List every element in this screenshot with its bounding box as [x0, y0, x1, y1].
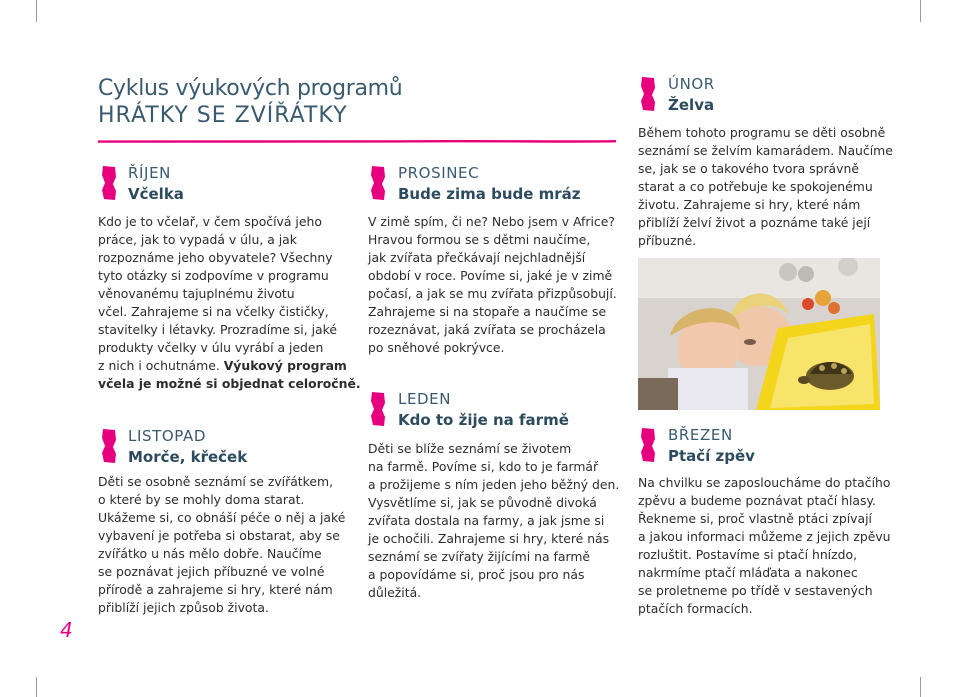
text-line: rozeznávat, jaká zvířata se procházela [368, 322, 606, 337]
text-line: Děti se blíže seznámí se životem [368, 441, 572, 456]
topic-heading: Želva [668, 96, 715, 114]
section-unor-header [668, 75, 715, 114]
text-line: ptačích formacích. [638, 601, 753, 616]
text-line: Během tohoto programu se děti osobně [638, 125, 886, 140]
text-line: stavitelky i létavky. Prozradíme si, jaké [98, 322, 337, 337]
text-line: Kdo je to včelař, v čem spočívá jeho [98, 214, 322, 229]
text-line: Hravou formou se s dětmi naučíme, [368, 232, 591, 247]
text-line: Děti se osobně seznámí se zvířátkem, [98, 474, 334, 489]
text-line: rozpoznáme jeho obyvatele? Všechny [98, 250, 333, 265]
text-line: přírodě a zahrajeme si hry, které nám [98, 582, 333, 597]
title-line-1: Cyklus výukových programů [98, 76, 403, 101]
text-line: nakrmíme ptačí mláďata a nakonec [638, 565, 858, 580]
text-line: příbuzné. [638, 233, 697, 248]
section-brezen-header [668, 426, 755, 465]
crop-mark-bottom-left [36, 677, 37, 697]
month-label: ŘÍJEN [128, 164, 171, 182]
text-line: Na chvilku se zaposloucháme do ptačího [638, 475, 891, 490]
month-label: LEDEN [398, 390, 452, 408]
text-line: období v roce. Povíme si, jaké je v zimě [368, 268, 613, 283]
topic-heading: Kdo to žije na farmě [398, 411, 569, 429]
section-prosinec-text [368, 213, 617, 357]
text-line: V zimě spím, či ne? Nebo jsem v Africe? [368, 214, 615, 229]
text-line: jak zvířata přečkávají nejchladnější [368, 250, 586, 265]
text-line: rozluštit. Postavíme si ptačí hnízdo, [638, 547, 858, 562]
accent-brush-mark [100, 428, 118, 464]
text-line: vybavení je potřeba si obstarat, aby se [98, 528, 340, 543]
text-line: je ochočili. Zahrajeme si hry, které nás [368, 531, 610, 546]
section-unor-text [638, 124, 893, 250]
text-line: zpěvu a budeme poznávat ptačí hlasy. [638, 493, 876, 508]
text-line: práce, jak to vypadá v úlu, a jak [98, 232, 297, 247]
section-rijen-header [128, 164, 184, 203]
accent-brush-mark [369, 165, 387, 201]
text-line: na farmě. Povíme si, kdo to je farmář [368, 459, 599, 474]
topic-heading: Bude zima bude mráz [398, 185, 581, 203]
page-title [98, 76, 402, 128]
bold-fragment: Výukový program [223, 358, 347, 373]
topic-heading: Ptačí zpěv [668, 447, 755, 465]
text-line: Vysvětlíme si, jak se původně divoká [368, 495, 597, 510]
text-line: a prožijeme s ním jeden jeho běžný den. [368, 477, 620, 492]
text-line: produkty včelky v úlu vyrábí a jeden [98, 340, 324, 355]
accent-brush-mark [369, 391, 387, 427]
text-line: a jakou informaci můžeme z jejich zpěvu [638, 529, 891, 544]
text-line: starat a co potřebuje ke spokojenému [638, 179, 873, 194]
text-line: o které by se mohly doma starat. [98, 492, 305, 507]
section-rijen-text [98, 213, 361, 393]
section-prosinec-header [398, 164, 581, 203]
section-leden-header [398, 390, 569, 429]
text-line: seznámí se želvím kamarádem. Naučíme [638, 143, 893, 158]
text-line: Ukážeme si, co obnáší péče o něj a jaké [98, 510, 346, 525]
text-line: se proletneme po třídě v sestavených [638, 583, 873, 598]
text-line: zvířata dostala na farmy, a jak jsme si [368, 513, 605, 528]
crop-mark-top-right [920, 0, 921, 22]
crop-mark-top-left [36, 0, 37, 22]
text-line: životu. Zahrajeme si hry, které nám [638, 197, 861, 212]
text-line: přiblíží želví život a poznáme také její [638, 215, 871, 230]
month-label: BŘEZEN [668, 426, 733, 444]
text-line: počasí, a jak se mu zvířata přizpůsobují. [368, 286, 617, 301]
text-fragment: z nich i ochutnáme. [98, 358, 220, 373]
topic-heading: Morče, křeček [128, 448, 248, 466]
text-line: po sněhové pokrývce. [368, 340, 505, 355]
crop-mark-bottom-right [920, 677, 921, 697]
section-brezen-text [638, 474, 891, 618]
section-leden-text [368, 440, 619, 602]
month-label: PROSINEC [398, 164, 480, 182]
month-label: LISTOPAD [128, 427, 206, 445]
accent-brush-mark [100, 165, 118, 201]
month-label: ÚNOR [668, 75, 715, 93]
title-divider-brush [98, 140, 616, 143]
title-line-2: HRÁTKY SE ZVÍŘÁTKY [98, 103, 348, 128]
section-listopad-text [98, 473, 345, 617]
text-line: včel. Zahrajeme si na včelky čističky, [98, 304, 329, 319]
topic-heading: Včelka [128, 185, 184, 203]
text-line: důležitá. [368, 585, 422, 600]
page-number: 4 [60, 618, 73, 642]
text-line [98, 357, 361, 375]
accent-brush-mark [639, 76, 657, 112]
text-line: Řekneme si, proč vlastně ptáci zpívají [638, 511, 872, 526]
text-line: seznámí se zvířaty žijícími na farmě [368, 549, 591, 564]
text-line: tyto otázky si zodpovíme v programu [98, 268, 329, 283]
children-tortoise-photo [638, 258, 880, 410]
text-line: Zahrajeme si na stopaře a naučíme se [368, 304, 607, 319]
text-line: a popovídáme si, proč jsou pro nás [368, 567, 585, 582]
text-line: přiblíží jejich způsob života. [98, 600, 269, 615]
bold-line: včela je možné si objednat celoročně. [98, 376, 361, 391]
text-line: se poznávat jejich příbuzné ve volné [98, 564, 325, 579]
accent-brush-mark [639, 427, 657, 463]
text-line: věnovanému tajuplnému životu [98, 286, 295, 301]
text-line: se, jak se o takového tvora správně [638, 161, 859, 176]
section-listopad-header [128, 427, 247, 466]
text-line: zvířátko u nás mělo dobře. Naučíme [98, 546, 322, 561]
